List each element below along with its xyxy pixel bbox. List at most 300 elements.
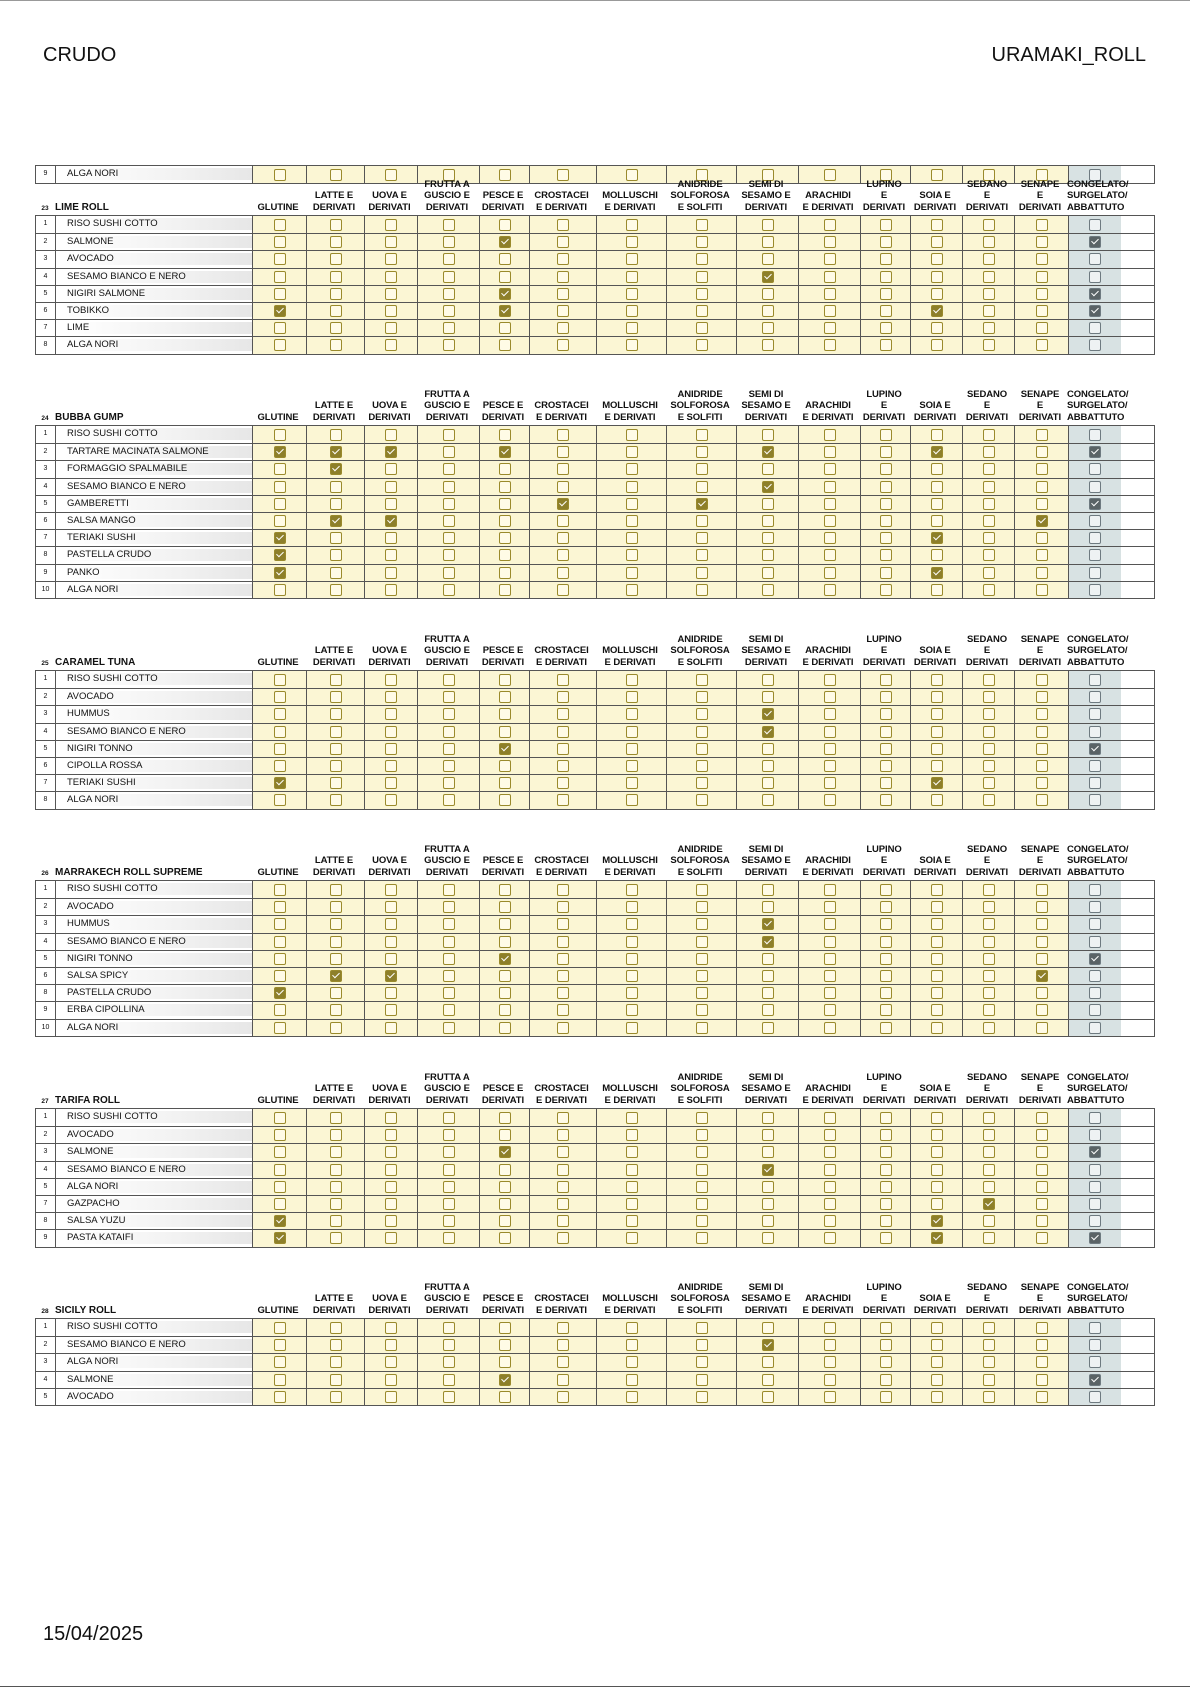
- unchecked-checkbox[interactable]: [880, 515, 892, 527]
- unchecked-checkbox[interactable]: [762, 567, 774, 579]
- unchecked-checkbox[interactable]: [880, 760, 892, 772]
- unchecked-checkbox[interactable]: [385, 794, 397, 806]
- unchecked-checkbox[interactable]: [1036, 498, 1048, 510]
- checked-checkbox[interactable]: [330, 446, 342, 458]
- unchecked-checkbox[interactable]: [824, 884, 836, 896]
- checked-checkbox[interactable]: [274, 446, 286, 458]
- unchecked-checkbox[interactable]: [880, 674, 892, 686]
- unchecked-checkbox[interactable]: [931, 970, 943, 982]
- unchecked-checkbox[interactable]: [1089, 918, 1101, 930]
- unchecked-checkbox[interactable]: [499, 936, 511, 948]
- unchecked-checkbox[interactable]: [983, 760, 995, 772]
- unchecked-checkbox[interactable]: [385, 236, 397, 248]
- unchecked-checkbox[interactable]: [626, 1146, 638, 1158]
- unchecked-checkbox[interactable]: [983, 253, 995, 265]
- unchecked-checkbox[interactable]: [1036, 271, 1048, 283]
- unchecked-checkbox[interactable]: [557, 236, 569, 248]
- unchecked-checkbox[interactable]: [443, 1146, 455, 1158]
- unchecked-checkbox[interactable]: [557, 1146, 569, 1158]
- unchecked-checkbox[interactable]: [1089, 884, 1101, 896]
- unchecked-checkbox[interactable]: [330, 1129, 342, 1141]
- unchecked-checkbox[interactable]: [880, 936, 892, 948]
- unchecked-checkbox[interactable]: [274, 1391, 286, 1403]
- unchecked-checkbox[interactable]: [274, 253, 286, 265]
- unchecked-checkbox[interactable]: [626, 1232, 638, 1244]
- unchecked-checkbox[interactable]: [824, 918, 836, 930]
- unchecked-checkbox[interactable]: [626, 1198, 638, 1210]
- unchecked-checkbox[interactable]: [880, 1198, 892, 1210]
- unchecked-checkbox[interactable]: [880, 446, 892, 458]
- unchecked-checkbox[interactable]: [983, 1232, 995, 1244]
- unchecked-checkbox[interactable]: [824, 339, 836, 351]
- unchecked-checkbox[interactable]: [557, 1356, 569, 1368]
- unchecked-checkbox[interactable]: [983, 219, 995, 231]
- unchecked-checkbox[interactable]: [1036, 1322, 1048, 1334]
- unchecked-checkbox[interactable]: [385, 1232, 397, 1244]
- unchecked-checkbox[interactable]: [1036, 567, 1048, 579]
- unchecked-checkbox[interactable]: [330, 708, 342, 720]
- unchecked-checkbox[interactable]: [1036, 1232, 1048, 1244]
- checked-checkbox[interactable]: [274, 987, 286, 999]
- unchecked-checkbox[interactable]: [330, 532, 342, 544]
- unchecked-checkbox[interactable]: [696, 515, 708, 527]
- unchecked-checkbox[interactable]: [824, 1391, 836, 1403]
- unchecked-checkbox[interactable]: [931, 498, 943, 510]
- unchecked-checkbox[interactable]: [385, 1215, 397, 1227]
- unchecked-checkbox[interactable]: [824, 219, 836, 231]
- unchecked-checkbox[interactable]: [557, 515, 569, 527]
- unchecked-checkbox[interactable]: [696, 1391, 708, 1403]
- unchecked-checkbox[interactable]: [626, 777, 638, 789]
- unchecked-checkbox[interactable]: [330, 271, 342, 283]
- unchecked-checkbox[interactable]: [330, 743, 342, 755]
- unchecked-checkbox[interactable]: [330, 1232, 342, 1244]
- unchecked-checkbox[interactable]: [274, 760, 286, 772]
- unchecked-checkbox[interactable]: [880, 987, 892, 999]
- unchecked-checkbox[interactable]: [1089, 253, 1101, 265]
- unchecked-checkbox[interactable]: [385, 481, 397, 493]
- checked-checkbox[interactable]: [983, 1198, 995, 1210]
- unchecked-checkbox[interactable]: [626, 1374, 638, 1386]
- unchecked-checkbox[interactable]: [1036, 1004, 1048, 1016]
- unchecked-checkbox[interactable]: [880, 691, 892, 703]
- unchecked-checkbox[interactable]: [931, 726, 943, 738]
- unchecked-checkbox[interactable]: [557, 1339, 569, 1351]
- unchecked-checkbox[interactable]: [931, 1022, 943, 1034]
- unchecked-checkbox[interactable]: [626, 1391, 638, 1403]
- unchecked-checkbox[interactable]: [880, 219, 892, 231]
- unchecked-checkbox[interactable]: [499, 1004, 511, 1016]
- unchecked-checkbox[interactable]: [824, 1112, 836, 1124]
- unchecked-checkbox[interactable]: [557, 305, 569, 317]
- checked-checkbox[interactable]: [1089, 1374, 1101, 1386]
- unchecked-checkbox[interactable]: [443, 1129, 455, 1141]
- unchecked-checkbox[interactable]: [499, 498, 511, 510]
- unchecked-checkbox[interactable]: [762, 532, 774, 544]
- unchecked-checkbox[interactable]: [557, 884, 569, 896]
- unchecked-checkbox[interactable]: [557, 429, 569, 441]
- unchecked-checkbox[interactable]: [626, 884, 638, 896]
- unchecked-checkbox[interactable]: [983, 1322, 995, 1334]
- unchecked-checkbox[interactable]: [330, 674, 342, 686]
- unchecked-checkbox[interactable]: [626, 549, 638, 561]
- unchecked-checkbox[interactable]: [880, 901, 892, 913]
- unchecked-checkbox[interactable]: [880, 1146, 892, 1158]
- unchecked-checkbox[interactable]: [443, 549, 455, 561]
- unchecked-checkbox[interactable]: [696, 743, 708, 755]
- unchecked-checkbox[interactable]: [696, 219, 708, 231]
- unchecked-checkbox[interactable]: [931, 953, 943, 965]
- unchecked-checkbox[interactable]: [1036, 322, 1048, 334]
- unchecked-checkbox[interactable]: [330, 481, 342, 493]
- unchecked-checkbox[interactable]: [762, 691, 774, 703]
- unchecked-checkbox[interactable]: [274, 884, 286, 896]
- unchecked-checkbox[interactable]: [824, 567, 836, 579]
- unchecked-checkbox[interactable]: [1089, 1322, 1101, 1334]
- checked-checkbox[interactable]: [762, 708, 774, 720]
- unchecked-checkbox[interactable]: [443, 584, 455, 596]
- unchecked-checkbox[interactable]: [1089, 1356, 1101, 1368]
- checked-checkbox[interactable]: [499, 743, 511, 755]
- unchecked-checkbox[interactable]: [557, 1129, 569, 1141]
- unchecked-checkbox[interactable]: [824, 970, 836, 982]
- unchecked-checkbox[interactable]: [1036, 288, 1048, 300]
- unchecked-checkbox[interactable]: [1036, 708, 1048, 720]
- unchecked-checkbox[interactable]: [931, 884, 943, 896]
- unchecked-checkbox[interactable]: [983, 1339, 995, 1351]
- checked-checkbox[interactable]: [931, 532, 943, 544]
- unchecked-checkbox[interactable]: [557, 743, 569, 755]
- unchecked-checkbox[interactable]: [626, 794, 638, 806]
- unchecked-checkbox[interactable]: [330, 1322, 342, 1334]
- unchecked-checkbox[interactable]: [385, 1339, 397, 1351]
- checked-checkbox[interactable]: [931, 1215, 943, 1227]
- checked-checkbox[interactable]: [762, 481, 774, 493]
- unchecked-checkbox[interactable]: [880, 1112, 892, 1124]
- checked-checkbox[interactable]: [274, 1232, 286, 1244]
- unchecked-checkbox[interactable]: [330, 1391, 342, 1403]
- unchecked-checkbox[interactable]: [983, 549, 995, 561]
- checked-checkbox[interactable]: [762, 918, 774, 930]
- unchecked-checkbox[interactable]: [499, 1022, 511, 1034]
- unchecked-checkbox[interactable]: [824, 794, 836, 806]
- unchecked-checkbox[interactable]: [385, 901, 397, 913]
- unchecked-checkbox[interactable]: [931, 549, 943, 561]
- unchecked-checkbox[interactable]: [443, 339, 455, 351]
- unchecked-checkbox[interactable]: [931, 253, 943, 265]
- unchecked-checkbox[interactable]: [557, 253, 569, 265]
- unchecked-checkbox[interactable]: [931, 429, 943, 441]
- unchecked-checkbox[interactable]: [824, 429, 836, 441]
- unchecked-checkbox[interactable]: [1036, 305, 1048, 317]
- unchecked-checkbox[interactable]: [931, 987, 943, 999]
- unchecked-checkbox[interactable]: [274, 498, 286, 510]
- checked-checkbox[interactable]: [762, 936, 774, 948]
- unchecked-checkbox[interactable]: [824, 1322, 836, 1334]
- checked-checkbox[interactable]: [385, 515, 397, 527]
- unchecked-checkbox[interactable]: [626, 1322, 638, 1334]
- unchecked-checkbox[interactable]: [626, 1339, 638, 1351]
- unchecked-checkbox[interactable]: [443, 463, 455, 475]
- unchecked-checkbox[interactable]: [385, 339, 397, 351]
- unchecked-checkbox[interactable]: [1036, 463, 1048, 475]
- unchecked-checkbox[interactable]: [931, 936, 943, 948]
- unchecked-checkbox[interactable]: [1036, 1215, 1048, 1227]
- unchecked-checkbox[interactable]: [931, 1181, 943, 1193]
- unchecked-checkbox[interactable]: [626, 1164, 638, 1176]
- unchecked-checkbox[interactable]: [499, 271, 511, 283]
- unchecked-checkbox[interactable]: [824, 1339, 836, 1351]
- unchecked-checkbox[interactable]: [443, 446, 455, 458]
- unchecked-checkbox[interactable]: [1036, 532, 1048, 544]
- unchecked-checkbox[interactable]: [443, 1022, 455, 1034]
- unchecked-checkbox[interactable]: [499, 1232, 511, 1244]
- unchecked-checkbox[interactable]: [762, 901, 774, 913]
- unchecked-checkbox[interactable]: [931, 322, 943, 334]
- unchecked-checkbox[interactable]: [385, 567, 397, 579]
- unchecked-checkbox[interactable]: [385, 498, 397, 510]
- unchecked-checkbox[interactable]: [983, 936, 995, 948]
- checked-checkbox[interactable]: [274, 777, 286, 789]
- unchecked-checkbox[interactable]: [1089, 674, 1101, 686]
- unchecked-checkbox[interactable]: [880, 481, 892, 493]
- unchecked-checkbox[interactable]: [1089, 1129, 1101, 1141]
- unchecked-checkbox[interactable]: [330, 777, 342, 789]
- unchecked-checkbox[interactable]: [626, 271, 638, 283]
- unchecked-checkbox[interactable]: [696, 549, 708, 561]
- unchecked-checkbox[interactable]: [330, 1215, 342, 1227]
- unchecked-checkbox[interactable]: [696, 1322, 708, 1334]
- unchecked-checkbox[interactable]: [557, 953, 569, 965]
- unchecked-checkbox[interactable]: [931, 1322, 943, 1334]
- unchecked-checkbox[interactable]: [1036, 918, 1048, 930]
- unchecked-checkbox[interactable]: [824, 515, 836, 527]
- unchecked-checkbox[interactable]: [696, 1215, 708, 1227]
- unchecked-checkbox[interactable]: [385, 288, 397, 300]
- unchecked-checkbox[interactable]: [880, 1232, 892, 1244]
- checked-checkbox[interactable]: [1036, 970, 1048, 982]
- unchecked-checkbox[interactable]: [762, 674, 774, 686]
- unchecked-checkbox[interactable]: [626, 288, 638, 300]
- unchecked-checkbox[interactable]: [443, 1004, 455, 1016]
- unchecked-checkbox[interactable]: [443, 743, 455, 755]
- unchecked-checkbox[interactable]: [762, 953, 774, 965]
- unchecked-checkbox[interactable]: [274, 1322, 286, 1334]
- unchecked-checkbox[interactable]: [626, 1215, 638, 1227]
- unchecked-checkbox[interactable]: [557, 760, 569, 772]
- unchecked-checkbox[interactable]: [696, 584, 708, 596]
- unchecked-checkbox[interactable]: [385, 884, 397, 896]
- unchecked-checkbox[interactable]: [931, 339, 943, 351]
- unchecked-checkbox[interactable]: [696, 918, 708, 930]
- unchecked-checkbox[interactable]: [983, 236, 995, 248]
- unchecked-checkbox[interactable]: [1036, 691, 1048, 703]
- unchecked-checkbox[interactable]: [626, 1129, 638, 1141]
- unchecked-checkbox[interactable]: [983, 429, 995, 441]
- unchecked-checkbox[interactable]: [330, 901, 342, 913]
- unchecked-checkbox[interactable]: [499, 1198, 511, 1210]
- unchecked-checkbox[interactable]: [931, 481, 943, 493]
- unchecked-checkbox[interactable]: [824, 1004, 836, 1016]
- unchecked-checkbox[interactable]: [696, 884, 708, 896]
- unchecked-checkbox[interactable]: [983, 1146, 995, 1158]
- unchecked-checkbox[interactable]: [626, 1022, 638, 1034]
- unchecked-checkbox[interactable]: [330, 219, 342, 231]
- unchecked-checkbox[interactable]: [1089, 777, 1101, 789]
- unchecked-checkbox[interactable]: [443, 777, 455, 789]
- checked-checkbox[interactable]: [762, 1339, 774, 1351]
- unchecked-checkbox[interactable]: [443, 288, 455, 300]
- unchecked-checkbox[interactable]: [443, 901, 455, 913]
- unchecked-checkbox[interactable]: [557, 1198, 569, 1210]
- checked-checkbox[interactable]: [931, 777, 943, 789]
- unchecked-checkbox[interactable]: [1089, 987, 1101, 999]
- unchecked-checkbox[interactable]: [880, 970, 892, 982]
- unchecked-checkbox[interactable]: [557, 987, 569, 999]
- unchecked-checkbox[interactable]: [983, 674, 995, 686]
- unchecked-checkbox[interactable]: [443, 674, 455, 686]
- unchecked-checkbox[interactable]: [880, 549, 892, 561]
- unchecked-checkbox[interactable]: [696, 970, 708, 982]
- unchecked-checkbox[interactable]: [1036, 1198, 1048, 1210]
- unchecked-checkbox[interactable]: [499, 532, 511, 544]
- unchecked-checkbox[interactable]: [931, 918, 943, 930]
- unchecked-checkbox[interactable]: [880, 777, 892, 789]
- unchecked-checkbox[interactable]: [274, 271, 286, 283]
- unchecked-checkbox[interactable]: [557, 777, 569, 789]
- unchecked-checkbox[interactable]: [824, 726, 836, 738]
- checked-checkbox[interactable]: [499, 236, 511, 248]
- checked-checkbox[interactable]: [1089, 288, 1101, 300]
- unchecked-checkbox[interactable]: [824, 1164, 836, 1176]
- unchecked-checkbox[interactable]: [443, 1198, 455, 1210]
- unchecked-checkbox[interactable]: [330, 305, 342, 317]
- checked-checkbox[interactable]: [499, 305, 511, 317]
- unchecked-checkbox[interactable]: [443, 253, 455, 265]
- unchecked-checkbox[interactable]: [696, 271, 708, 283]
- unchecked-checkbox[interactable]: [983, 339, 995, 351]
- unchecked-checkbox[interactable]: [274, 1004, 286, 1016]
- unchecked-checkbox[interactable]: [274, 1022, 286, 1034]
- unchecked-checkbox[interactable]: [931, 1198, 943, 1210]
- unchecked-checkbox[interactable]: [274, 743, 286, 755]
- unchecked-checkbox[interactable]: [330, 1164, 342, 1176]
- unchecked-checkbox[interactable]: [762, 1391, 774, 1403]
- unchecked-checkbox[interactable]: [443, 970, 455, 982]
- unchecked-checkbox[interactable]: [880, 584, 892, 596]
- unchecked-checkbox[interactable]: [557, 271, 569, 283]
- unchecked-checkbox[interactable]: [880, 236, 892, 248]
- unchecked-checkbox[interactable]: [1036, 1164, 1048, 1176]
- unchecked-checkbox[interactable]: [499, 794, 511, 806]
- unchecked-checkbox[interactable]: [880, 726, 892, 738]
- unchecked-checkbox[interactable]: [762, 584, 774, 596]
- unchecked-checkbox[interactable]: [385, 953, 397, 965]
- unchecked-checkbox[interactable]: [330, 567, 342, 579]
- unchecked-checkbox[interactable]: [983, 463, 995, 475]
- unchecked-checkbox[interactable]: [983, 884, 995, 896]
- unchecked-checkbox[interactable]: [443, 1374, 455, 1386]
- unchecked-checkbox[interactable]: [880, 1391, 892, 1403]
- unchecked-checkbox[interactable]: [443, 322, 455, 334]
- unchecked-checkbox[interactable]: [880, 1129, 892, 1141]
- checked-checkbox[interactable]: [762, 726, 774, 738]
- unchecked-checkbox[interactable]: [696, 1181, 708, 1193]
- unchecked-checkbox[interactable]: [696, 322, 708, 334]
- unchecked-checkbox[interactable]: [762, 1374, 774, 1386]
- unchecked-checkbox[interactable]: [931, 708, 943, 720]
- unchecked-checkbox[interactable]: [626, 305, 638, 317]
- unchecked-checkbox[interactable]: [931, 1339, 943, 1351]
- unchecked-checkbox[interactable]: [443, 567, 455, 579]
- checked-checkbox[interactable]: [499, 1146, 511, 1158]
- unchecked-checkbox[interactable]: [762, 339, 774, 351]
- unchecked-checkbox[interactable]: [499, 1112, 511, 1124]
- checked-checkbox[interactable]: [274, 549, 286, 561]
- unchecked-checkbox[interactable]: [274, 1164, 286, 1176]
- unchecked-checkbox[interactable]: [931, 288, 943, 300]
- unchecked-checkbox[interactable]: [1089, 1022, 1101, 1034]
- unchecked-checkbox[interactable]: [1089, 1004, 1101, 1016]
- unchecked-checkbox[interactable]: [274, 708, 286, 720]
- checked-checkbox[interactable]: [499, 1374, 511, 1386]
- unchecked-checkbox[interactable]: [626, 901, 638, 913]
- unchecked-checkbox[interactable]: [385, 463, 397, 475]
- checked-checkbox[interactable]: [762, 446, 774, 458]
- unchecked-checkbox[interactable]: [330, 1181, 342, 1193]
- unchecked-checkbox[interactable]: [274, 339, 286, 351]
- unchecked-checkbox[interactable]: [1036, 674, 1048, 686]
- unchecked-checkbox[interactable]: [824, 1356, 836, 1368]
- unchecked-checkbox[interactable]: [274, 1339, 286, 1351]
- unchecked-checkbox[interactable]: [1036, 884, 1048, 896]
- unchecked-checkbox[interactable]: [931, 1356, 943, 1368]
- unchecked-checkbox[interactable]: [762, 322, 774, 334]
- unchecked-checkbox[interactable]: [824, 253, 836, 265]
- unchecked-checkbox[interactable]: [1089, 726, 1101, 738]
- unchecked-checkbox[interactable]: [1036, 219, 1048, 231]
- unchecked-checkbox[interactable]: [443, 760, 455, 772]
- unchecked-checkbox[interactable]: [443, 953, 455, 965]
- unchecked-checkbox[interactable]: [762, 884, 774, 896]
- unchecked-checkbox[interactable]: [824, 271, 836, 283]
- unchecked-checkbox[interactable]: [696, 1374, 708, 1386]
- unchecked-checkbox[interactable]: [557, 936, 569, 948]
- unchecked-checkbox[interactable]: [330, 1022, 342, 1034]
- unchecked-checkbox[interactable]: [1036, 936, 1048, 948]
- unchecked-checkbox[interactable]: [1036, 1112, 1048, 1124]
- unchecked-checkbox[interactable]: [1036, 1356, 1048, 1368]
- unchecked-checkbox[interactable]: [824, 760, 836, 772]
- unchecked-checkbox[interactable]: [626, 1181, 638, 1193]
- unchecked-checkbox[interactable]: [1036, 760, 1048, 772]
- unchecked-checkbox[interactable]: [443, 936, 455, 948]
- unchecked-checkbox[interactable]: [696, 691, 708, 703]
- unchecked-checkbox[interactable]: [1036, 1129, 1048, 1141]
- unchecked-checkbox[interactable]: [330, 1146, 342, 1158]
- unchecked-checkbox[interactable]: [762, 1181, 774, 1193]
- unchecked-checkbox[interactable]: [499, 463, 511, 475]
- unchecked-checkbox[interactable]: [274, 288, 286, 300]
- unchecked-checkbox[interactable]: [1089, 481, 1101, 493]
- unchecked-checkbox[interactable]: [1089, 970, 1101, 982]
- checked-checkbox[interactable]: [931, 446, 943, 458]
- unchecked-checkbox[interactable]: [696, 1339, 708, 1351]
- unchecked-checkbox[interactable]: [385, 918, 397, 930]
- unchecked-checkbox[interactable]: [880, 743, 892, 755]
- unchecked-checkbox[interactable]: [696, 532, 708, 544]
- unchecked-checkbox[interactable]: [385, 1391, 397, 1403]
